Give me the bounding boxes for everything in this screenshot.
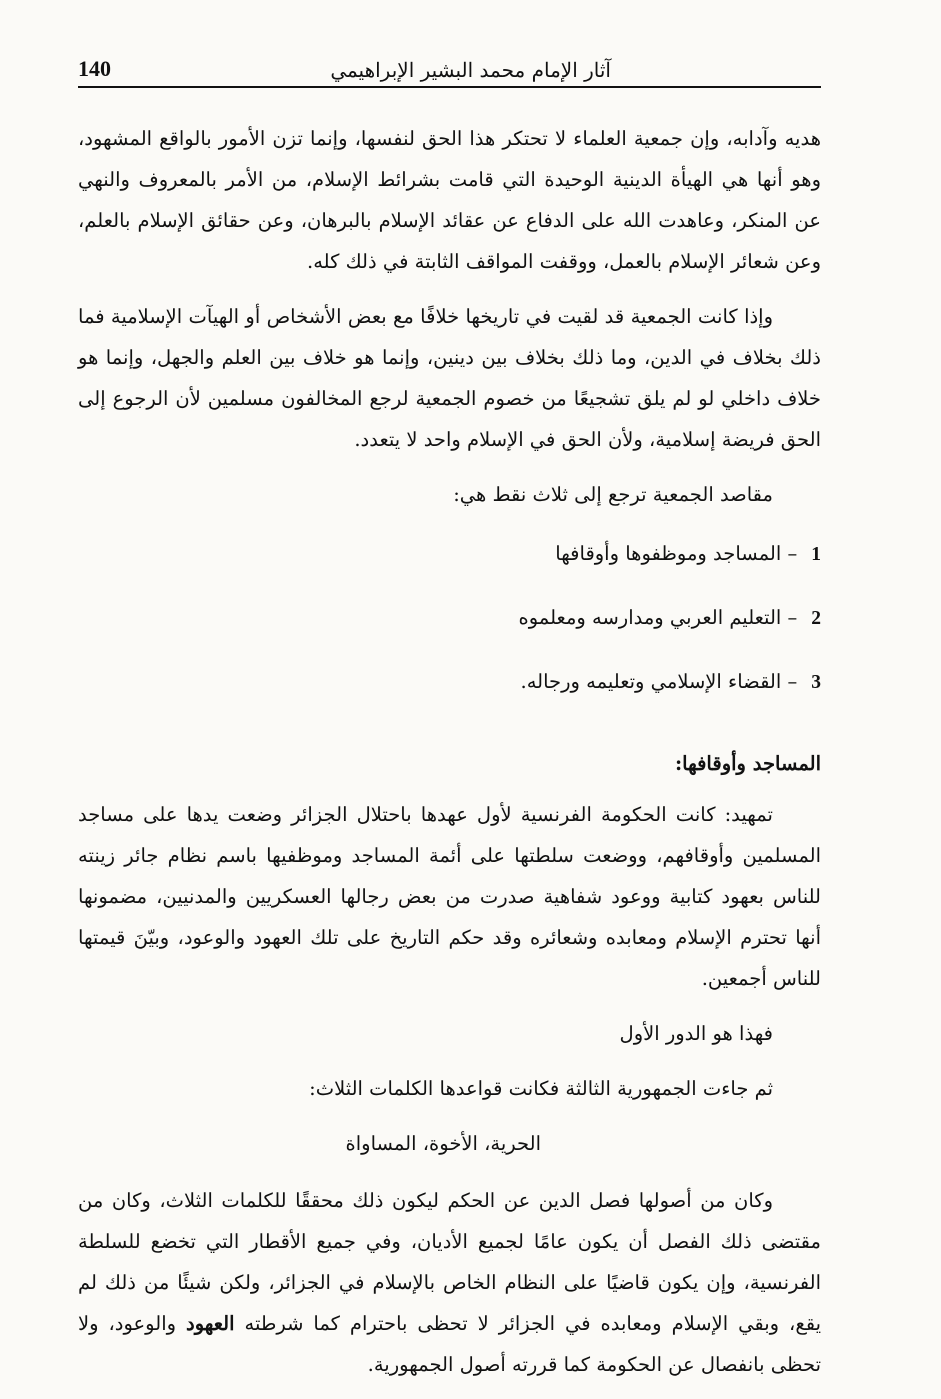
- list-text: – التعليم العربي ومدارسه ومعلموه: [518, 606, 798, 629]
- page-body: [78, 118, 821, 1399]
- paragraph: وإذا كانت الجمعية قد لقيت في تاريخها خلافًا مع بعض الأشخاص أو الهيآت الإسلامية فما ذلك بخلاف في الدين، وما ذلك بخلاف بين دينين، وإنما هو خلاف بين العلم والجهل، وإنما هو خلاف داخلي لو لم يلق تشجيعًا من خصوم الجمعية لرجع المخالفون مسلمين لأن الرجوع إلى الحق فريضة إسلامية، ولأن الحق في الإسلام واحد لا يتعدد.: [78, 305, 821, 451]
- page-number: 140: [78, 56, 111, 81]
- list-item: [78, 661, 821, 703]
- paragraph-text: والوعود، ولا تحظى بانفصال عن الحكومة كما قررته أصول الجمهورية.: [78, 1312, 821, 1376]
- list-text: – القضاء الإسلامي وتعليمه ورجاله.: [520, 670, 798, 693]
- list-item: [78, 533, 821, 575]
- list-text: – المساجد وموظفوها وأوقافها: [555, 542, 798, 565]
- list-number: 1: [811, 544, 821, 565]
- paragraph: مقاصد الجمعية ترجع إلى ثلاث نقط هي:: [453, 483, 773, 506]
- page-header: [78, 50, 821, 88]
- paragraph-text: وكان من أصولها فصل الدين عن الحكم ليكون ذلك محققًا للكلمات الثلاث، وكان من مقتضى ذلك الفصل أن يكون عامًا لجميع الأديان، وفي جميع الأقطار التي تخضع للسلطة الفرنسية، وإن يكون قاضيًا على النظام الخاص بالإسلام في الجزائر، ولكن شيئًا من ذلك لم يقع، وبقي الإسلام ومعابده في الجزائر لا تحظى باحترام كما شرطته: [78, 1189, 822, 1335]
- list-number: 3: [811, 672, 821, 693]
- list-number: 2: [811, 608, 821, 629]
- paragraph: [78, 1180, 821, 1385]
- running-title: آثار الإمام محمد البشير الإبراهيمي: [330, 58, 611, 82]
- list-item: [78, 597, 821, 639]
- paragraph: فهذا هو الدور الأول: [619, 1022, 773, 1045]
- motto-line: الحرية، الأخوة، المساواة: [345, 1132, 541, 1155]
- section-heading: المساجد وأوقافها:: [674, 752, 821, 775]
- paragraph: هديه وآدابه، وإن جمعية العلماء لا تحتكر هذا الحق لنفسها، وإنما تزن الأمور بالواقع المشهود، وهو أنها هي الهيأة الدينية الوحيدة التي قامت بشرائط الإسلام، من الأمر بالمعروف والنهي عن المنكر، وعاهدت الله على الدفاع عن عقائد الإسلام بالبرهان، وعن حقائق الإسلام بالعلم، وعن شعائر الإسلام بالعمل، ووقفت المواقف الثابتة في ذلك كله.: [78, 127, 821, 273]
- bold-word: العهود: [186, 1312, 235, 1335]
- paragraph: تمهيد: كانت الحكومة الفرنسية لأول عهدها باحتلال الجزائر وضعت يدها على مساجد المسلمين وأوقافهم، ووضعت سلطتها على أئمة المساجد وموظفيها باسم نظام جائر زينته للناس بعهود كتابية ووعود شفاهية صدرت من بعض رجالها العسكريين والمدنيين، مضمونها أنها تحترم الإسلام ومعابده وشعائره وقد حكم التاريخ على تلك العهود والوعود، وبيّنَ قيمتها للناس أجمعين.: [78, 803, 821, 990]
- paragraph: ثم جاءت الجمهورية الثالثة فكانت قواعدها الكلمات الثلاث:: [309, 1077, 773, 1100]
